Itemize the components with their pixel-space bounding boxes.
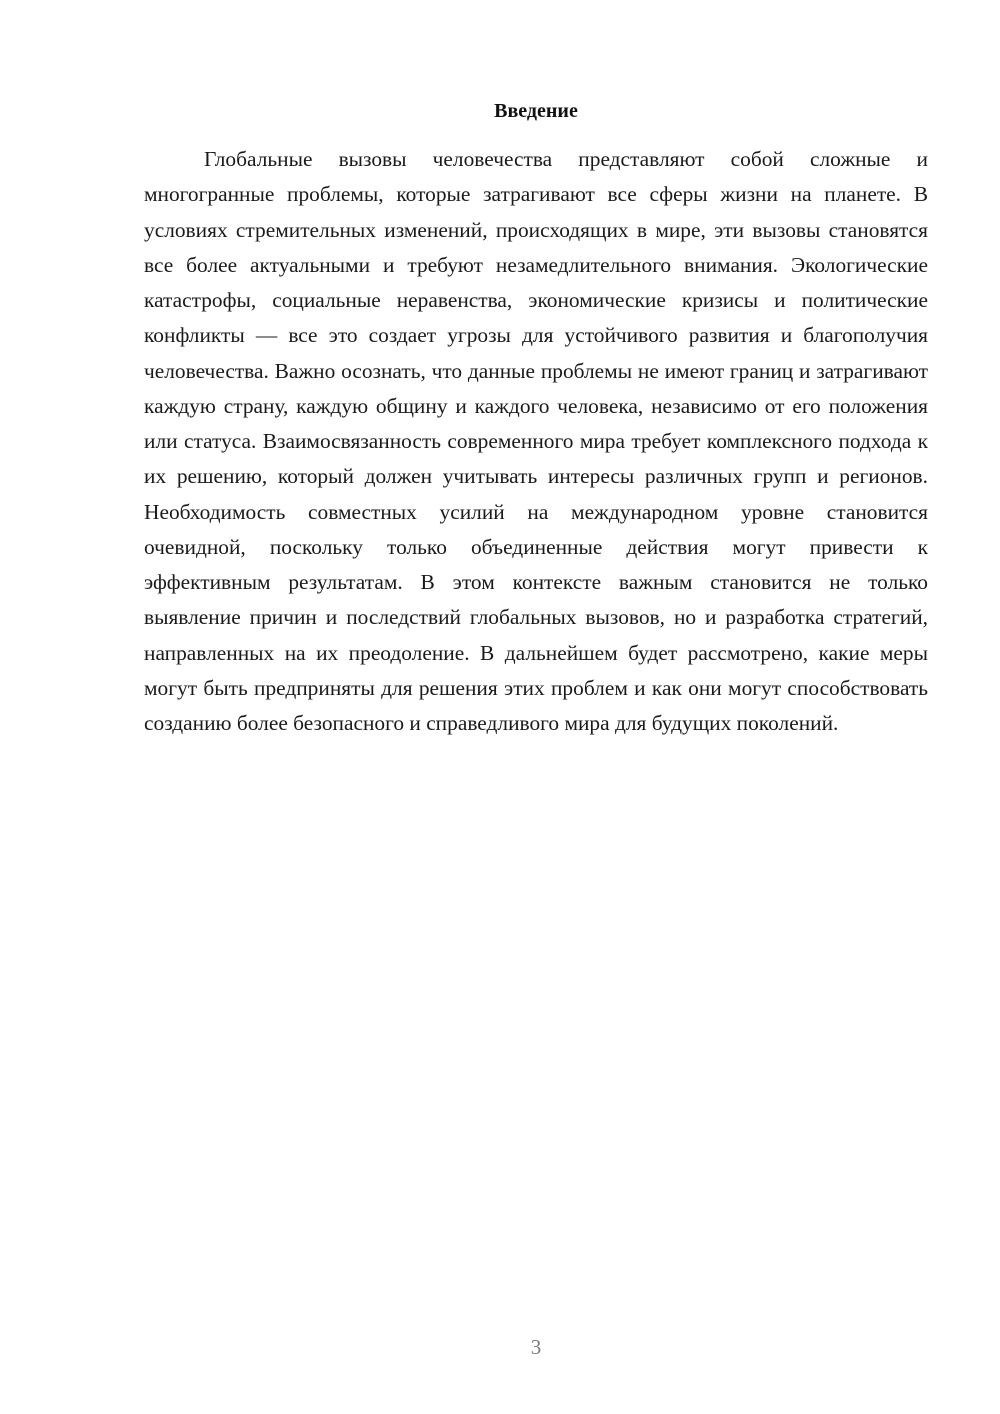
section-heading: Введение [494,100,578,122]
body-paragraph: Глобальные вызовы человечества представляют собой сложные и многогранные проблемы, которые затрагивают все сферы жизни на планете. В условиях стремительных изменений, происходящих в мире, эти вызовы становятся все более актуальными и требуют незамедлительного внимания. Экологические катастрофы, социальные неравенства, экономические кризисы и политические конфликты — все это создает угрозы для устойчивого развития и благополучия человечества. Важно осознать, что данные проблемы не имеют границ и затрагивают каждую страну, каждую общину и каждого человека, независимо от его положения или статуса. Взаимосвязанность современного мира требует комплексного подхода к их решению, который должен учитывать интересы различных групп и регионов. Необходимость совместных усилий на международном уровне становится очевидной, поскольку только объединенные действия могут привести к эффективным результатам. В этом контексте важным становится не только выявление причин и последствий глобальных вызовов, но и разработка стратегий, направленных на их преодоление. В дальнейшем будет рассмотрено, какие меры могут быть предприняты для решения этих проблем и как они могут способствовать созданию более безопасного и справедливого мира для будущих поколений. [144,147,928,735]
page-number: 3 [530,1335,542,1359]
